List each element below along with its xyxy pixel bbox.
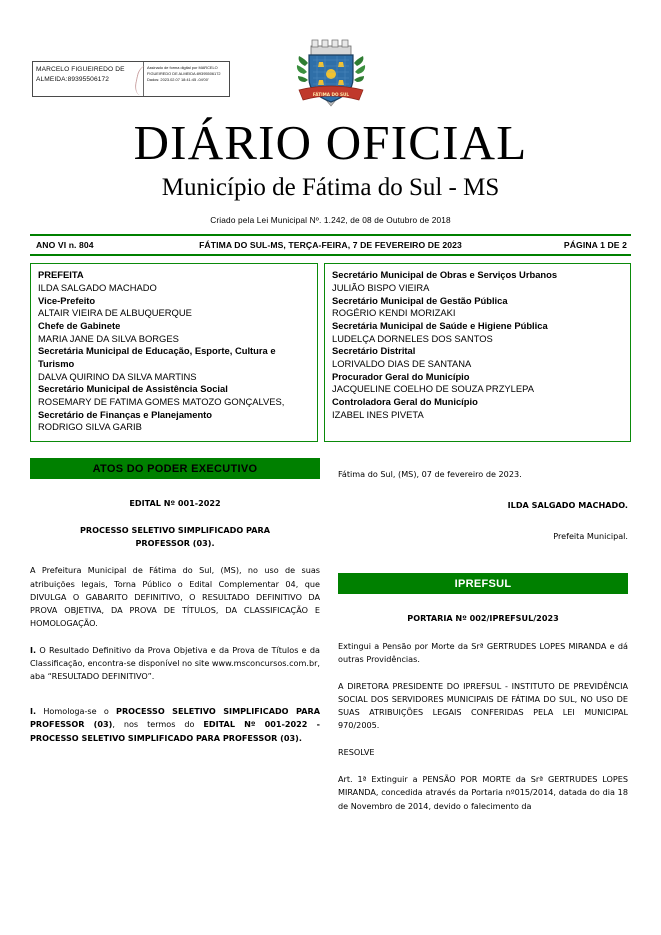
official-entry — [332, 333, 624, 346]
dateline: Fátima do Sul, (MS), 07 de fevereiro de 2023. — [338, 469, 522, 480]
column-left — [30, 458, 320, 813]
official-entry — [332, 409, 624, 422]
page-title: DIÁRIO OFICIAL — [133, 115, 528, 170]
portaria-article-1: Art. 1ª Extinguir a PENSÃO POR MORTE da Srª GERTRUDES LOPES MIRANDA, concedida através da Portaria nº015/2014, datada do dia 18 de Novembro de 2014, devido o falecimento da — [338, 774, 628, 811]
coat-of-arms-icon — [0, 32, 661, 121]
edital-item-2 — [30, 705, 320, 744]
edital-item-1 — [30, 644, 320, 683]
svg-text:FÁTIMA DO SUL: FÁTIMA DO SUL — [312, 92, 349, 97]
official-name: RODRIGO SILVA GARIB — [38, 421, 142, 433]
portaria-preamble: A DIRETORA PRESIDENTE DO IPREFSUL - INSTITUTO DE PREVIDÊNCIA SOCIAL DOS SERVIDORES MUNICIPAIS DE FÁTIMA DO SUL, NO USO DE SUAS ATRIBUIÇÕES LEGAIS CONFERIDAS PELA LEI MUNICIPAL 970/2005. — [338, 680, 628, 731]
officials-section — [30, 263, 631, 442]
official-entry — [332, 282, 624, 295]
edital-title-line2: PROFESSOR (03). — [135, 538, 215, 549]
portaria-number: PORTARIA Nº 002/IPREFSUL/2023 — [407, 613, 559, 624]
official-role: Secretária Municipal de Educação, Esporte, Cultura e Turismo — [38, 345, 276, 370]
section-banner-atos: ATOS DO PODER EXECUTIVO — [30, 458, 320, 479]
official-role: Controladora Geral do Município — [332, 396, 478, 408]
official-name: ROGÉRIO KENDI MORIZAKI — [332, 307, 456, 319]
official-name: LORIVALDO DIAS DE SANTANA — [332, 358, 472, 370]
edital-item-1-label: I. — [30, 645, 37, 656]
official-entry — [38, 383, 311, 396]
official-entry — [38, 307, 311, 320]
signature-name-line2: ALMEIDA:89395506172 — [36, 75, 110, 83]
portaria-summary: Extingui a Pensão por Morte da Srª GERTRUDES LOPES MIRANDA e dá outras Providências. — [338, 640, 628, 664]
official-name: JULIÃO BISPO VIEIRA — [332, 281, 430, 293]
edital-item-2-label: I. — [30, 706, 37, 717]
column-right — [338, 458, 628, 813]
official-name: MARIA JANE DA SILVA BORGES — [38, 332, 179, 344]
official-entry — [332, 396, 624, 409]
content-columns — [30, 458, 631, 813]
official-entry — [38, 282, 311, 295]
official-name: JACQUELINE COELHO DE SOUZA PRZYLEPA — [332, 383, 534, 395]
official-role: Secretária Municipal de Saúde e Higiene Pública — [332, 319, 548, 331]
officials-box-right — [324, 263, 631, 442]
official-entry — [332, 307, 624, 320]
official-entry — [38, 333, 311, 346]
edital-number: EDITAL Nº 001-2022 — [129, 498, 221, 509]
edital-item-2-text-1: Homologa-se o — [36, 706, 117, 717]
official-role: Secretário Municipal de Assistência Social — [38, 383, 228, 395]
official-entry — [38, 371, 311, 384]
official-name: DALVA QUIRINO DA SILVA MARTINS — [38, 370, 197, 382]
official-entry — [332, 345, 624, 358]
section-banner-iprefsul: IPREFSUL — [338, 573, 628, 594]
edital-title-line1: PROCESSO SELETIVO SIMPLIFICADO PARA — [79, 525, 270, 536]
official-name: ILDA SALGADO MACHADO — [38, 281, 157, 293]
official-role: Secretário Distrital — [332, 345, 416, 357]
official-role: Secretário de Finanças e Planejamento — [38, 408, 213, 420]
edital-item-2-bold-2: EDITAL Nº 001-2022 - PROCESSO SELETIVO SIMPLIFICADO PARA PROFESSOR (03). — [30, 719, 320, 743]
official-name: ROSEMARY DE FATIMA GOMES MATOZO GONÇALVES, — [38, 396, 285, 408]
official-entry — [38, 421, 311, 434]
issue-year-number: ANO VI n. 804 — [36, 240, 94, 251]
signature-detail-line1: Assinado de forma digital por MARCELO — [147, 65, 218, 70]
official-entry — [38, 295, 311, 308]
official-name: ALTAIR VIEIRA DE ALBUQUERQUE — [38, 307, 192, 319]
masthead-law-reference: Criado pela Lei Municipal Nº. 1.242, de 08 de Outubro de 2018 — [210, 215, 451, 226]
official-entry — [332, 320, 624, 333]
edital-item-2-bold-1: PROCESSO SELETIVO SIMPLIFICADO PARA PROFESSOR (03) — [30, 706, 320, 730]
official-entry — [38, 269, 311, 282]
official-name: LUDELÇA DORNELES DOS SANTOS — [332, 332, 493, 344]
portaria-resolve: RESOLVE — [338, 747, 375, 758]
officials-box-left — [30, 263, 318, 442]
edital-item-2-text-2: , nos termos do — [112, 719, 204, 730]
official-entry — [332, 371, 624, 384]
official-entry — [38, 409, 311, 422]
official-entry — [332, 358, 624, 371]
official-entry — [38, 320, 311, 333]
signer-name: ILDA SALGADO MACHADO. — [507, 500, 628, 511]
official-entry — [332, 269, 624, 282]
official-role: Secretário Municipal de Obras e Serviços Urbanos — [332, 269, 558, 281]
signer-role: Prefeita Municipal. — [553, 531, 628, 542]
official-entry — [332, 295, 624, 308]
official-role: Vice-Prefeito — [38, 294, 96, 306]
official-entry — [332, 383, 624, 396]
masthead-subtitle: Município de Fátima do Sul - MS — [161, 173, 500, 201]
signature-detail-line2: FIGUEIREDO DE ALMEIDA:89395506172 — [147, 70, 221, 76]
official-entry — [38, 345, 311, 370]
official-role: Chefe de Gabinete — [38, 319, 121, 331]
signature-detail-line3: Dados: 2023.02.07 18:41:45 -04'00' — [147, 76, 209, 82]
official-role: PREFEITA — [38, 269, 84, 281]
edital-item-1-text: O Resultado Definitivo da Prova Objetiva e da Prova de Títulos e da Classificação, encontra-se disponível no site www.msconcursos.com.br, aba “RESULTADO DEFINITIVO”. — [30, 645, 320, 682]
official-entry — [38, 396, 311, 409]
official-name: IZABEL INES PIVETA — [332, 408, 424, 420]
edital-paragraph-1: A Prefeitura Municipal de Fátima do Sul, (MS), no uso de suas atribuições legais, Torna Público o Edital Complementar 04, que DIVULGA O GABARITO DEFINITIVO, O RESULTADO DEFINITIVO DA PROVA OBJETIVA, DA PROVA DE TÍTULOS, DA CLASSIFICAÇÃO E HOMOLOGAÇÃO. — [30, 565, 320, 628]
issue-place-date: FÁTIMA DO SUL-MS, TERÇA-FEIRA, 7 DE FEVEREIRO DE 2023 — [199, 240, 462, 251]
signature-name-line1: MARCELO FIGUEIREDO DE — [36, 66, 125, 73]
official-role: Secretário Municipal de Gestão Pública — [332, 294, 508, 306]
issue-info-bar — [30, 234, 631, 256]
issue-page-number: PÁGINA 1 DE 2 — [563, 240, 627, 251]
official-role: Procurador Geral do Município — [332, 370, 470, 382]
